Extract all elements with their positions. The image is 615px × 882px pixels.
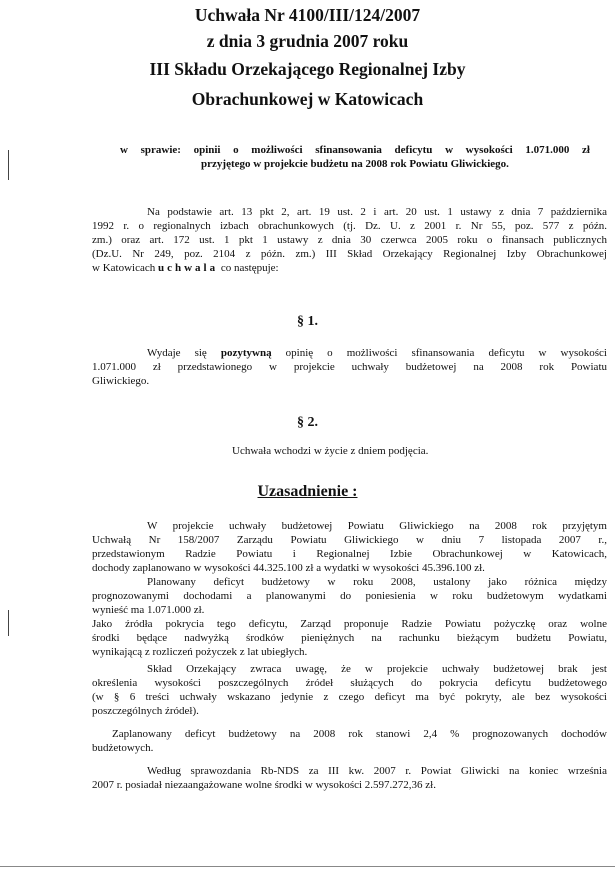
section-1-text-part: Wydaje się bbox=[147, 347, 221, 359]
section-1-text-part: opinię o możliwości sfinansowania deficytu w wysokości bbox=[271, 347, 607, 359]
section-2-line: Uchwała wchodzi w życie z dniem podjęcia. bbox=[232, 445, 429, 457]
subject-block bbox=[120, 143, 590, 171]
section-1-line: 1.071.000 zł przedstawionego w projekcie uchwały budżetowej na 2008 rok Powiatu bbox=[92, 361, 607, 373]
resolution-date: z dnia 3 grudnia 2007 roku bbox=[206, 31, 409, 51]
text-line: Zaplanowany deficyt budżetowy na 2008 rok stanowi 2,4 % prognozowanych dochodów bbox=[112, 728, 607, 740]
positive-word: pozytywną bbox=[220, 347, 272, 359]
scan-edge-rule bbox=[0, 866, 615, 867]
justification-p4 bbox=[92, 662, 607, 718]
issuer-line-1: III Składu Orzekającego Regionalnej Izby bbox=[149, 59, 466, 79]
text-line: dochody zaplanowano w wysokości 44.325.100 zł a wydatki w wysokości 45.396.100 zł. bbox=[92, 562, 485, 574]
section-1-title: § 1. bbox=[297, 314, 318, 329]
text-line: środki będące nadwyżką środków pieniężnych na rachunku bieżącym budżetu Powiatu, bbox=[92, 632, 607, 644]
preamble-line: zm.) oraz art. 172 ust. 1 pkt 1 ustawy z dnia 30 czerwca 2005 roku o finansach publicznych bbox=[92, 234, 607, 246]
text-line: wynikającą z rozliczeń pożyczek z lat ubiegłych. bbox=[92, 646, 308, 658]
subject-line-1: w sprawie: opinii o możliwości sfinansowania deficytu w wysokości 1.071.000 zł bbox=[120, 144, 590, 156]
margin-mark bbox=[8, 610, 9, 636]
justification-p1 bbox=[92, 519, 607, 575]
resolution-number: Uchwała Nr 4100/III/124/2007 bbox=[194, 5, 421, 25]
preamble-line: (Dz.U. Nr 249, poz. 2104 z późn. zm.) III Skład Orzekający Regionalnej Izby Obrachunkowej bbox=[92, 248, 607, 260]
resolves-word: uchwala bbox=[157, 262, 219, 274]
text-line: Według sprawozdania Rb-NDS za III kw. 2007 r. Powiat Gliwicki na koniec września bbox=[147, 765, 607, 777]
text-line: (w § 6 treści uchwały wskazano jedynie z czego deficyt ma być pokryty, ale bez wysokości bbox=[92, 691, 607, 703]
preamble-text: co następuje: bbox=[218, 262, 279, 274]
text-line: Jako źródła pokrycia tego deficytu, Zarząd proponuje Radzie Powiatu pożyczkę oraz wolne bbox=[92, 618, 607, 630]
text-line: prognozowanymi dochodami a planowanymi do poniesienia w roku budżetowym wydatkami bbox=[92, 590, 607, 602]
margin-mark bbox=[8, 150, 9, 180]
justification-p6 bbox=[92, 764, 607, 792]
issuer-line-2: Obrachunkowej w Katowicach bbox=[191, 89, 424, 109]
justification-p3 bbox=[92, 617, 607, 659]
preamble-line: Na podstawie art. 13 pkt 2, art. 19 ust. 2 i art. 20 ust. 1 ustawy z dnia 7 października bbox=[147, 206, 607, 218]
preamble-text: w Katowicach bbox=[92, 262, 158, 274]
preamble-line bbox=[92, 261, 607, 275]
section-1-line bbox=[92, 346, 607, 360]
text-line: przedstawionym Radzie Powiatu i Regionalnej Izbie Obrachunkowej w Katowicach, bbox=[92, 548, 607, 560]
justification-p5 bbox=[92, 727, 607, 755]
text-line: poszczególnych źródeł). bbox=[92, 705, 199, 717]
text-line: 2007 r. posiadał niezaangażowane wolne środki w wysokości 2.597.272,36 zł. bbox=[92, 779, 436, 791]
text-line: wynieść ma 1.071.000 zł. bbox=[92, 604, 205, 616]
justification-title-text: Uzasadnienie : bbox=[257, 483, 358, 500]
section-1-line: Gliwickiego. bbox=[92, 375, 150, 387]
text-line: W projekcie uchwały budżetowej Powiatu Gliwickiego na 2008 rok przyjętym bbox=[147, 520, 607, 532]
justification-title bbox=[0, 482, 615, 502]
preamble bbox=[92, 205, 607, 275]
section-2-title: § 2. bbox=[297, 415, 318, 430]
section-1-text bbox=[92, 346, 607, 388]
text-line: określenia wysokości poszczególnych źródeł służących do pokrycia deficytu budżetowego bbox=[92, 677, 607, 689]
section-2-text bbox=[232, 444, 532, 458]
text-line: budżetowych. bbox=[92, 742, 154, 754]
text-line: Skład Orzekający zwraca uwagę, że w projekcie uchwały budżetowej brak jest bbox=[147, 663, 607, 675]
justification-p2 bbox=[92, 575, 607, 617]
preamble-line: 1992 r. o regionalnych izbach obrachunkowych (tj. Dz. U. z 2001 r. Nr 55, poz. 577 z późn. bbox=[92, 220, 607, 232]
text-line: Uchwałą Nr 158/2007 Zarządu Powiatu Gliwickiego w dniu 7 listopada 2007 r., bbox=[92, 534, 607, 546]
subject-line-2: przyjętego w projekcie budżetu na 2008 rok Powiatu Gliwickiego. bbox=[201, 158, 509, 170]
text-line: Planowany deficyt budżetowy w roku 2008, ustalony jako różnica między bbox=[147, 576, 607, 588]
